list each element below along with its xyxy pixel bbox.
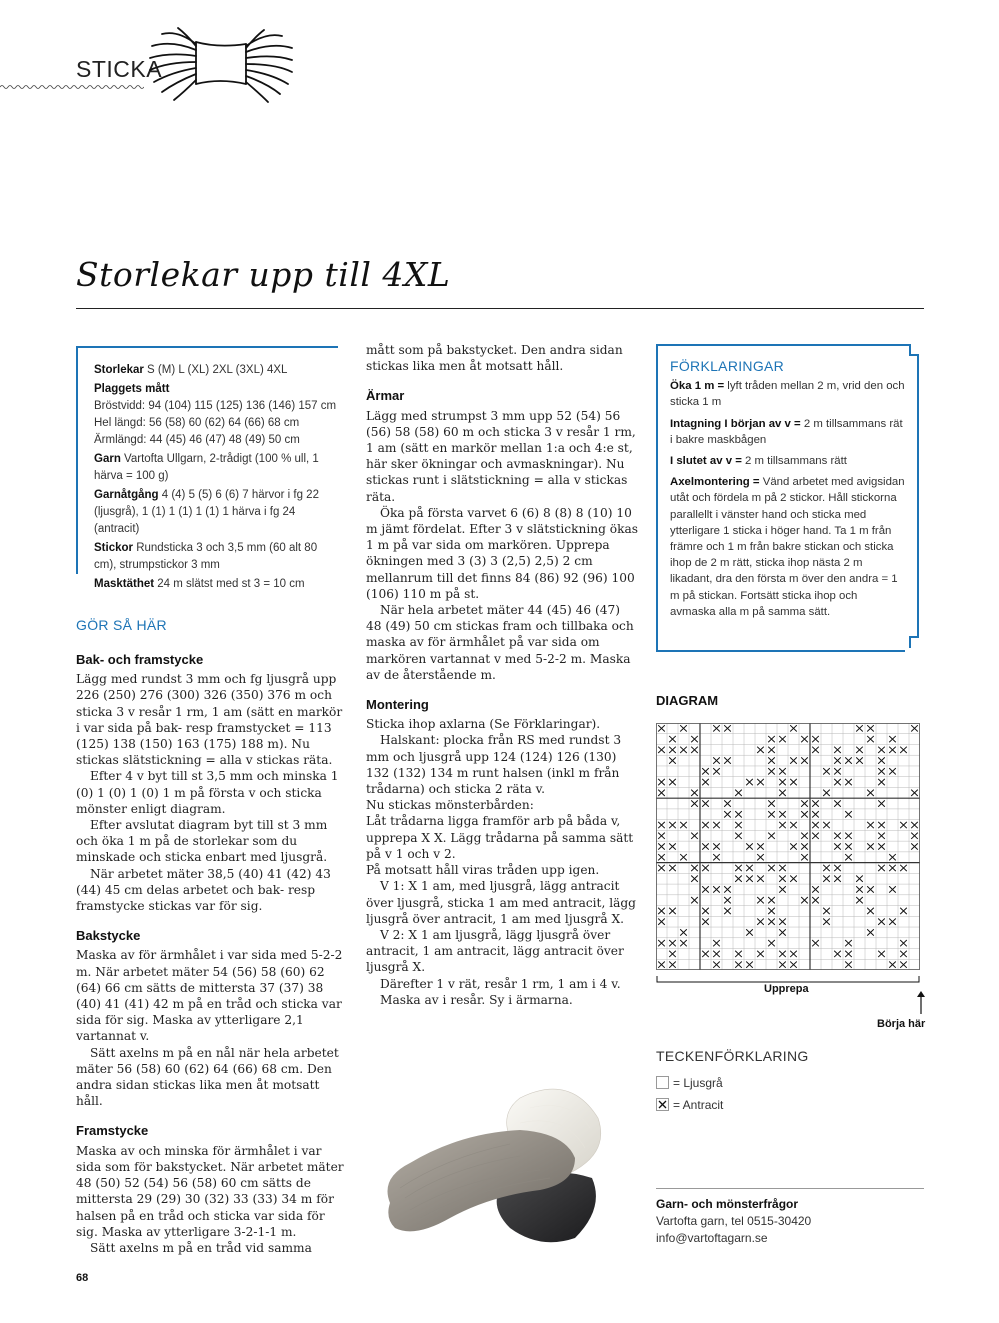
antracit-stitch <box>702 768 709 774</box>
antracit-stitch <box>790 779 797 785</box>
paragraph: V 2: X 1 am ljusgrå, lägg ljusgrå över antracit, 1 am antracit, lägg antracit över ljusgrå X. <box>366 927 624 975</box>
antracit-stitch <box>867 929 874 935</box>
antracit-stitch <box>768 833 775 839</box>
antracit-stitch <box>658 919 665 925</box>
antracit-stitch <box>669 908 676 914</box>
antracit-stitch <box>702 865 709 871</box>
antracit-stitch <box>746 779 753 785</box>
antracit-stitch <box>768 736 775 742</box>
antracit-stitch <box>735 951 742 957</box>
antracit-stitch <box>724 725 731 731</box>
antracit-stitch <box>702 919 709 925</box>
antracit-stitch <box>790 822 797 828</box>
antracit-stitch <box>702 779 709 785</box>
antracit-stitch <box>878 779 885 785</box>
antracit-stitch <box>691 800 698 806</box>
antracit-stitch <box>735 822 742 828</box>
antracit-stitch <box>658 854 665 860</box>
antracit-stitch <box>878 865 885 871</box>
antracit-stitch <box>713 961 720 967</box>
title-divider <box>76 308 924 309</box>
antracit-stitch <box>658 747 665 753</box>
antracit-stitch <box>669 736 676 742</box>
antracit-stitch <box>669 865 676 871</box>
antracit-stitch <box>845 843 852 849</box>
antracit-stitch <box>834 843 841 849</box>
paragraph: mått som på bakstycket. Den andra sidan stickas lika men åt motsatt håll. <box>366 343 623 374</box>
antracit-stitch <box>658 940 665 946</box>
yarn-row: Garn Vartofta Ullgarn, 2-trådigt (100 % ull, 1 härva = 100 g) <box>94 453 319 482</box>
sizes-row: Storlekar S (M) L (XL) 2XL (3XL) 4XL <box>94 364 288 376</box>
antracit-stitch <box>669 961 676 967</box>
antracit-stitch <box>801 736 808 742</box>
antracit-stitch <box>812 940 819 946</box>
antracit-stitch <box>812 800 819 806</box>
antracit-stitch <box>900 908 907 914</box>
antracit-stitch <box>757 779 764 785</box>
antracit-stitch <box>779 822 786 828</box>
antracit-stitch <box>746 961 753 967</box>
paragraph: Lägg med strumpst 3 mm upp 52 (54) 56 (56) 58 (58) 60 m och sticka 3 v resår 1 rm, 1 am (sätt en markör mellan 1:a och 4:e st, här sker ökningar och avmaskningar). Nu stickas runt i slätstickning = alla v stickas räta. <box>366 408 636 504</box>
antracit-stitch <box>768 897 775 903</box>
garn-divider <box>656 1188 924 1189</box>
gauge-row: Masktäthet 24 m slätst med st 3 = 10 cm <box>94 578 305 590</box>
antracit-stitch <box>889 854 896 860</box>
antracit-stitch <box>911 822 918 828</box>
antracit-stitch <box>757 854 764 860</box>
light-swatch <box>656 1076 669 1089</box>
antracit-stitch <box>779 768 786 774</box>
antracit-stitch <box>845 940 852 946</box>
antracit-stitch <box>669 940 676 946</box>
antracit-stitch <box>779 790 786 796</box>
paragraph: Sätt axelns m på en nål när hela arbetet mäter 56 (58) 60 (62) 64 (66) 68 cm. Den andra sidan stickas lika men åt motsatt håll. <box>76 1045 339 1109</box>
antracit-stitch <box>735 790 742 796</box>
antracit-stitch <box>834 768 841 774</box>
antracit-stitch <box>801 833 808 839</box>
heading-montering: Montering <box>366 697 429 713</box>
paragraph: V 1: X 1 am, med ljusgrå, lägg antracit över ljusgrå, sticka 1 am med antracit, lägg ljusgrå över antracit, 1 am med ljusgrå X. <box>366 879 636 926</box>
yarn-contact: Garn- och mönsterfrågor Vartofta garn, tel 0515-30420 info@vartoftagarn.se <box>656 1197 812 1245</box>
legend-heading: TECKENFÖRKLARING <box>656 1048 809 1064</box>
antracit-stitch <box>812 811 819 817</box>
antracit-stitch <box>768 747 775 753</box>
antracit-stitch <box>790 843 797 849</box>
explanation-item: Intagning I början av v = 2 m tillsammans rät i bakre maskbågen <box>670 417 903 446</box>
antracit-stitch <box>779 865 786 871</box>
antracit-stitch <box>746 876 753 882</box>
antracit-stitch <box>669 843 676 849</box>
antracit-stitch <box>779 919 786 925</box>
antracit-stitch <box>658 822 665 828</box>
antracit-stitch <box>658 843 665 849</box>
antracit-stitch <box>691 833 698 839</box>
antracit-stitch <box>724 800 731 806</box>
antracit-stitch <box>812 736 819 742</box>
antracit-stitch <box>889 865 896 871</box>
antracit-stitch <box>779 876 786 882</box>
antracit-stitch <box>713 768 720 774</box>
antracit-stitch <box>658 725 665 731</box>
antracit-stitch <box>658 908 665 914</box>
antracit-stitch <box>801 854 808 860</box>
antracit-stitch <box>735 876 742 882</box>
instructions-column-2 <box>366 342 638 1008</box>
instructions-column-1 <box>76 652 348 1256</box>
antracit-stitch <box>900 940 907 946</box>
antracit-stitch <box>669 747 676 753</box>
heading-armar: Ärmar <box>366 388 405 404</box>
antracit-stitch <box>889 961 896 967</box>
antracit-stitch <box>856 897 863 903</box>
antracit-stitch <box>757 919 764 925</box>
antracit-stitch <box>735 811 742 817</box>
antracit-stitch <box>856 757 863 763</box>
antracit-stitch <box>713 951 720 957</box>
antracit-stitch <box>845 811 852 817</box>
heading-framstycke: Framstycke <box>76 1123 149 1139</box>
antracit-stitch <box>724 811 731 817</box>
antracit-stitch <box>834 833 841 839</box>
diagram-heading: DIAGRAM <box>656 693 719 708</box>
yarn-skeins-photo <box>370 1078 610 1248</box>
antracit-stitch <box>713 843 720 849</box>
antracit-stitch <box>724 897 731 903</box>
antracit-stitch <box>669 757 676 763</box>
antracit-stitch <box>889 736 896 742</box>
antracit-stitch <box>889 747 896 753</box>
antracit-stitch <box>889 768 896 774</box>
antracit-stitch <box>768 800 775 806</box>
wavy-rule <box>0 84 144 90</box>
antracit-stitch <box>867 736 874 742</box>
antracit-stitch <box>867 843 874 849</box>
explanation-item: Axelmontering = Vänd arbetet med avigsidan utåt och fördela m på 2 stickor. Håll stickorna parallellt i vänster hand och sticka med ytterligare 1 sticka i höger hand. Ta 1 m från främre och 1 m från bakre stickan och sticka ihop de 2 m rätt, sticka ihop nästa 2 m likadant, dra den första m över den andra = 1 m på stickan. Fortsätt sticka ihop och avmaska alla m på samma sätt. <box>670 476 905 618</box>
antracit-stitch <box>878 800 885 806</box>
antracit-stitch <box>801 811 808 817</box>
antracit-stitch <box>680 940 687 946</box>
antracit-stitch <box>702 800 709 806</box>
antracit-stitch <box>713 940 720 946</box>
antracit-stitch <box>911 843 918 849</box>
antracit-stitch <box>823 908 830 914</box>
antracit-stitch <box>713 886 720 892</box>
antracit-stitch <box>735 961 742 967</box>
section-label: STICKA <box>76 56 163 82</box>
antracit-stitch <box>757 747 764 753</box>
antracit-stitch <box>658 865 665 871</box>
antracit-stitch <box>669 779 676 785</box>
start-here-label: Börja här <box>877 1018 926 1030</box>
paragraph: Nu stickas mönsterbården: <box>366 798 534 813</box>
antracit-stitch <box>867 822 874 828</box>
yarn-amount-row: Garnåtgång 4 (4) 5 (5) 6 (6) 7 härvor i fg 22 (ljusgrå), 1 (1) 1 (1) 1 (1) 1 härva i fg 24 (antracit) <box>94 489 319 535</box>
antracit-stitch <box>878 951 885 957</box>
antracit-stitch <box>845 961 852 967</box>
repeat-label: Upprepa <box>764 983 809 995</box>
email-link[interactable]: info@vartoftagarn.se <box>656 1231 768 1245</box>
antracit-stitch <box>801 843 808 849</box>
antracit-stitch <box>691 876 698 882</box>
antracit-stitch <box>834 951 841 957</box>
arrow-up-icon <box>916 990 926 1014</box>
antracit-stitch <box>702 822 709 828</box>
pattern-chart <box>656 723 920 970</box>
antracit-stitch <box>724 908 731 914</box>
antracit-stitch <box>702 951 709 957</box>
antracit-stitch <box>757 876 764 882</box>
antracit-stitch <box>801 897 808 903</box>
antracit-stitch <box>768 908 775 914</box>
antracit-stitch <box>812 747 819 753</box>
antracit-stitch <box>757 897 764 903</box>
antracit-stitch <box>889 886 896 892</box>
paragraph: När arbetet mäter 38,5 (40) 41 (42) 43 (44) 45 cm delas arbetet och bak- resp framstycke stickas var för sig. <box>76 866 331 914</box>
antracit-stitch <box>790 876 797 882</box>
legend-dark: = Antracit <box>656 1098 723 1112</box>
antracit-stitch <box>856 747 863 753</box>
antracit-stitch <box>680 822 687 828</box>
antracit-stitch <box>823 790 830 796</box>
paragraph: Efter 4 v byt till st 3,5 mm och minska 1 (0) 1 (0) 1 (0) 1 m på första v och sticka mönster enligt diagram. <box>76 769 339 816</box>
paragraph: Sätt axelns m på en tråd vid samma <box>90 1240 312 1255</box>
antracit-stitch <box>823 876 830 882</box>
size-info-box <box>76 346 338 590</box>
antracit-stitch <box>856 725 863 731</box>
antracit-stitch <box>845 833 852 839</box>
antracit-stitch <box>691 736 698 742</box>
antracit-stitch <box>658 779 665 785</box>
antracit-stitch <box>713 854 720 860</box>
paragraph: Efter avslutat diagram byt till st 3 mm och öka 1 m på de storlekar som du minskade och sticka enbart med ljusgrå. <box>76 818 328 865</box>
antracit-stitch <box>658 833 665 839</box>
antracit-stitch <box>867 790 874 796</box>
antracit-stitch <box>878 833 885 839</box>
antracit-stitch <box>658 790 665 796</box>
antracit-stitch <box>834 779 841 785</box>
antracit-stitch <box>691 865 698 871</box>
yarn-skein-icon <box>148 26 294 104</box>
antracit-stitch <box>713 822 720 828</box>
antracit-stitch <box>691 790 698 796</box>
antracit-stitch <box>757 843 764 849</box>
explanations-heading: FÖRKLARINGAR <box>670 358 785 374</box>
antracit-stitch <box>779 951 786 957</box>
antracit-stitch <box>834 800 841 806</box>
antracit-stitch <box>845 854 852 860</box>
antracit-stitch <box>680 854 687 860</box>
antracit-stitch <box>867 908 874 914</box>
antracit-stitch <box>746 843 753 849</box>
instructions-heading: GÖR SÅ HÄR <box>76 617 167 633</box>
antracit-stitch <box>779 961 786 967</box>
antracit-stitch <box>823 768 830 774</box>
antracit-stitch <box>834 865 841 871</box>
antracit-stitch <box>724 886 731 892</box>
antracit-stitch <box>812 886 819 892</box>
antracit-stitch <box>900 951 907 957</box>
antracit-stitch <box>779 886 786 892</box>
paragraph: På motsatt håll viras tråden upp igen. <box>366 863 600 878</box>
heading-bakstycke: Bakstycke <box>76 928 141 944</box>
antracit-stitch <box>669 951 676 957</box>
antracit-stitch <box>823 822 830 828</box>
page-title: Storlekar upp till 4XL <box>76 255 451 294</box>
antracit-stitch <box>856 886 863 892</box>
paragraph: Maska av och minska för ärmhålet i var sida som för bakstycket. När arbetet mäter 48 (50) 52 (54) 56 (58) 60 cm sätts de mittersta 29 (29) 30 (32) 33 (33) 34 m för halsen på en tråd och sticka var sida för sig. Maska av ytterligare 3-2-1-1 m. <box>76 1143 344 1239</box>
antracit-stitch <box>856 876 863 882</box>
antracit-stitch <box>900 822 907 828</box>
paragraph: Halskant: plocka från RS med rundst 3 mm och ljusgrå upp 124 (124) 126 (130) 132 (132) 134 m runt halsen (inkl m från trådarna) och sticka 2 räta v. <box>366 733 622 797</box>
antracit-stitch <box>845 757 852 763</box>
explanations-box <box>656 344 920 652</box>
explanation-item: I slutet av v = 2 m tillsammans rätt <box>670 455 847 468</box>
antracit-stitch <box>768 811 775 817</box>
antracit-stitch <box>691 747 698 753</box>
paragraph: När hela arbetet mäter 44 (45) 46 (47) 48 (49) 50 cm stickas fram och tillbaka och maska av för ärmhålet på var sida om markören vartannat v med 5-2-2 m. Maska av de återstående m. <box>366 603 634 682</box>
antracit-stitch <box>878 822 885 828</box>
antracit-stitch <box>779 929 786 935</box>
box-notch <box>905 340 927 660</box>
antracit-stitch <box>768 757 775 763</box>
antracit-stitch <box>669 822 676 828</box>
antracit-stitch <box>680 725 687 731</box>
paragraph: Maska av för ärmhålet i var sida med 5-2-2 m. När arbetet mäter 54 (56) 58 (60) 62 (64) 66 cm sätts de mittersta 37 (37) 38 (40) 41 (41) 42 m på en tråd och sticka var sida för sig. Maska av ytterligare 2,1 vartannat v. <box>76 948 343 1044</box>
antracit-stitch <box>834 747 841 753</box>
antracit-stitch <box>702 908 709 914</box>
antracit-stitch <box>779 811 786 817</box>
antracit-stitch <box>878 919 885 925</box>
paragraph: Öka på första varvet 6 (6) 8 (8) 8 (10) 10 m jämt fördelat. Efter 3 v slätstickning ökas 1 m på var sida om markören. Upprepa ökningen med 3 (3) 3 (2,5) 2,5) 2 cm mellanrum till det finns 84 (86) 92 (96) 100 (106) 110 m på st. <box>366 505 638 601</box>
antracit-stitch <box>878 768 885 774</box>
antracit-stitch <box>724 757 731 763</box>
antracit-stitch <box>834 876 841 882</box>
cross-icon <box>656 1098 669 1111</box>
antracit-stitch <box>757 951 764 957</box>
paragraph: Sticka ihop axlarna (Se Förklaringar). <box>366 717 601 732</box>
antracit-stitch <box>680 929 687 935</box>
antracit-stitch <box>878 747 885 753</box>
antracit-stitch <box>735 833 742 839</box>
antracit-stitch <box>801 757 808 763</box>
page-number: 68 <box>76 1272 89 1284</box>
antracit-stitch <box>680 747 687 753</box>
antracit-stitch <box>823 919 830 925</box>
antracit-stitch <box>790 961 797 967</box>
measures-block: Plaggets mått Bröstvidd: 94 (104) 115 (125) 136 (146) 157 cm Hel längd: 56 (58) 60 (62) 64 (66) 68 cm Ärmlängd: 44 (45) 46 (47) 48 (49) 50 cm <box>94 383 337 446</box>
antracit-stitch <box>768 768 775 774</box>
antracit-stitch <box>834 757 841 763</box>
antracit-stitch <box>801 800 808 806</box>
antracit-stitch <box>911 790 918 796</box>
antracit-stitch <box>702 843 709 849</box>
antracit-stitch <box>790 725 797 731</box>
antracit-stitch <box>911 725 918 731</box>
antracit-stitch <box>790 951 797 957</box>
antracit-stitch <box>900 865 907 871</box>
antracit-stitch <box>658 961 665 967</box>
antracit-stitch <box>845 951 852 957</box>
antracit-stitch <box>746 929 753 935</box>
antracit-stitch <box>867 886 874 892</box>
antracit-stitch <box>823 865 830 871</box>
antracit-stitch <box>900 747 907 753</box>
antracit-stitch <box>845 779 852 785</box>
antracit-stitch <box>746 865 753 871</box>
antracit-stitch <box>878 843 885 849</box>
paragraph: Därefter 1 v rät, resår 1 rm, 1 am i 4 v. <box>380 976 621 991</box>
paragraph: Låt trådarna ligga framför arb på båda v, upprepa X X. Lägg trådarna på samma sätt på v 1 och v 2. <box>366 814 634 861</box>
antracit-stitch <box>812 822 819 828</box>
antracit-stitch <box>768 865 775 871</box>
paragraph: Maska av i resår. Sy i ärmarna. <box>380 992 573 1007</box>
heading-bak-fram: Bak- och framstycke <box>76 652 204 667</box>
explanation-item: Öka 1 m = lyft tråden mellan 2 m, vrid den och sticka 1 m <box>670 380 905 409</box>
antracit-stitch <box>812 833 819 839</box>
antracit-stitch <box>713 725 720 731</box>
paragraph: Lägg med rundst 3 mm och fg ljusgrå upp 226 (250) 276 (300) 326 (350) 376 m och sticka 3 v resår 1 rm, 1 am (sätt en markör i var sida på bak- resp framstycket = 113 (125) 138 (150) 163 (175) 188 m). Nu stickas slätstickning = alla v stickas räta. <box>76 672 343 768</box>
needles-row: Stickor Rundsticka 3 och 3,5 mm (60 alt 80 cm), strumpstickor 3 mm <box>94 542 318 571</box>
antracit-stitch <box>779 736 786 742</box>
antracit-stitch <box>812 897 819 903</box>
antracit-stitch <box>900 961 907 967</box>
antracit-stitch <box>878 757 885 763</box>
antracit-stitch <box>768 919 775 925</box>
antracit-stitch <box>867 725 874 731</box>
antracit-stitch <box>735 865 742 871</box>
antracit-stitch <box>768 940 775 946</box>
antracit-stitch <box>911 833 918 839</box>
antracit-stitch <box>779 779 786 785</box>
antracit-stitch <box>702 886 709 892</box>
antracit-stitch <box>889 919 896 925</box>
antracit-stitch <box>790 757 797 763</box>
legend-light: = Ljusgrå <box>656 1076 723 1090</box>
antracit-stitch <box>713 757 720 763</box>
antracit-stitch <box>691 897 698 903</box>
